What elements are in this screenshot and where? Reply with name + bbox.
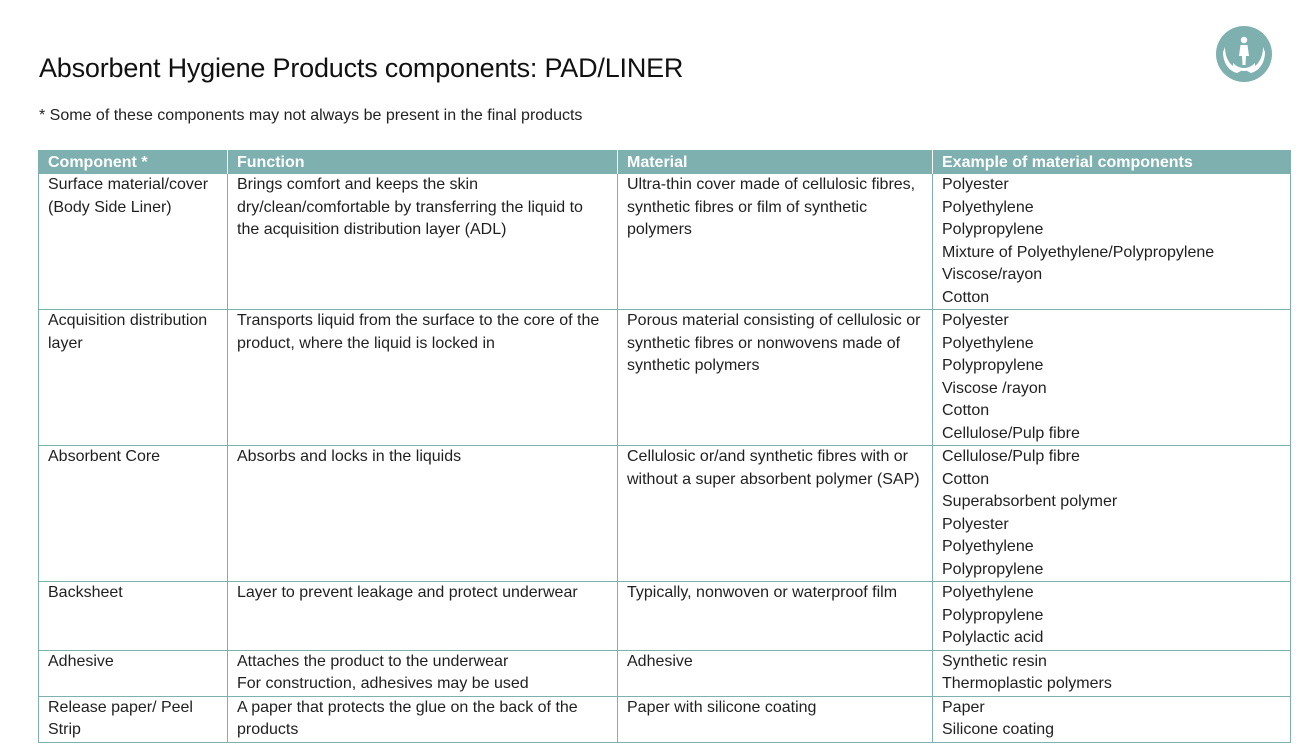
examples-cell: [933, 446, 1291, 582]
example-item: Polypropylene: [942, 606, 1044, 624]
examples-cell: [933, 174, 1291, 310]
component-cell: [39, 446, 228, 582]
examples-cell: [933, 696, 1291, 742]
example-item: Cotton: [942, 402, 990, 419]
component-name: Adhesive: [48, 652, 114, 670]
example-item: Polypropylene: [942, 357, 1044, 374]
material-text: Ultra-thin cover made of cellulosic fibres, synthetic fibres or film of synthetic polymers: [627, 176, 916, 238]
example-item: Polyester: [942, 312, 1009, 329]
examples-cell: [933, 650, 1291, 696]
example-item: Viscose /rayon: [942, 379, 1047, 397]
column-header-material: Material: [618, 150, 933, 174]
material-text: Porous material consisting of cellulosic or synthetic fibres or nonwovens made of synthetic polymers: [627, 312, 921, 374]
function-text: Layer to prevent leakage and protect underwear: [237, 584, 578, 601]
function-text: Absorbs and locks in the liquids: [237, 448, 462, 465]
components-table: [38, 150, 1291, 743]
function-cell: [228, 696, 618, 742]
hands-holding-person-logo: [1215, 25, 1273, 83]
column-header-examples: Example of material components: [933, 150, 1291, 174]
example-item: Polyethylene: [942, 198, 1034, 216]
material-text: Adhesive: [627, 652, 693, 670]
function-cell: [228, 446, 618, 582]
component-cell: [39, 696, 228, 742]
table-row: [39, 446, 1291, 582]
function-cell: [228, 310, 618, 446]
function-text: For construction, adhesives may be used: [237, 675, 529, 692]
examples-cell: [933, 310, 1291, 446]
example-item: Paper: [942, 698, 985, 716]
table-row: [39, 174, 1291, 310]
column-header-component: Component *: [39, 150, 228, 174]
material-cell: [618, 650, 933, 696]
example-item: Polypropylene: [942, 560, 1044, 578]
table-row: [39, 310, 1291, 446]
material-cell: [618, 310, 933, 446]
material-text: Cellulosic or/and synthetic fibres with or without a super absorbent polymer (SAP): [627, 448, 920, 488]
example-item: Silicone coating: [942, 721, 1055, 738]
component-cell: [39, 650, 228, 696]
example-item: Thermoplastic polymers: [942, 675, 1112, 692]
example-item: Polyester: [942, 176, 1009, 193]
material-cell: [618, 174, 933, 310]
example-item: Cellulose/Pulp fibre: [942, 424, 1080, 442]
footnote: * Some of these components may not always be present in the final products: [39, 107, 583, 124]
examples-cell: [933, 582, 1291, 651]
example-item: Cellulose/Pulp fibre: [942, 448, 1080, 465]
component-name: Absorbent Core: [48, 448, 161, 465]
example-item: Polyester: [942, 515, 1009, 533]
example-item: Polylactic acid: [942, 629, 1044, 646]
function-cell: [228, 582, 618, 651]
column-header-function: Function: [228, 150, 618, 174]
material-cell: [618, 696, 933, 742]
example-item: Viscose/rayon: [942, 266, 1043, 283]
page-title: Absorbent Hygiene Products components: PAD/LINER: [39, 53, 684, 83]
material-text: Paper with silicone coating: [627, 698, 817, 716]
function-cell: [228, 650, 618, 696]
material-cell: [618, 446, 933, 582]
example-item: Synthetic resin: [942, 652, 1047, 670]
component-cell: [39, 582, 228, 651]
table-row: [39, 582, 1291, 651]
function-cell: [228, 174, 618, 310]
example-item: Polypropylene: [942, 221, 1044, 238]
table-row: [39, 650, 1291, 696]
material-text: Typically, nonwoven or waterproof film: [627, 584, 898, 601]
function-text: A paper that protects the glue on the back of the products: [237, 698, 578, 738]
table-header-row: [39, 150, 1291, 174]
example-item: Polyethylene: [942, 334, 1034, 352]
example-item: Mixture of Polyethylene/Polypropylene: [942, 243, 1215, 261]
example-item: Cotton: [942, 470, 990, 488]
example-item: Polyethylene: [942, 538, 1034, 555]
example-item: Cotton: [942, 288, 990, 306]
component-cell: [39, 174, 228, 310]
function-text: Attaches the product to the underwear: [237, 652, 509, 670]
material-cell: [618, 582, 933, 651]
example-item: Superabsorbent polymer: [942, 493, 1118, 510]
example-item: Polyethylene: [942, 584, 1034, 601]
function-text: Transports liquid from the surface to the core of the product, where the liquid is locked in: [237, 312, 600, 352]
function-text: Brings comfort and keeps the skin dry/clean/comfortable by transferring the liquid to the acquisition distribution layer (ADL): [237, 176, 583, 238]
component-name: Release paper/ Peel Strip: [48, 698, 193, 738]
component-name: Backsheet: [48, 584, 123, 601]
component-cell: [39, 310, 228, 446]
table-row: [39, 696, 1291, 742]
component-name: Surface material/cover (Body Side Liner): [48, 176, 209, 216]
component-name: Acquisition distribution layer: [48, 312, 208, 352]
